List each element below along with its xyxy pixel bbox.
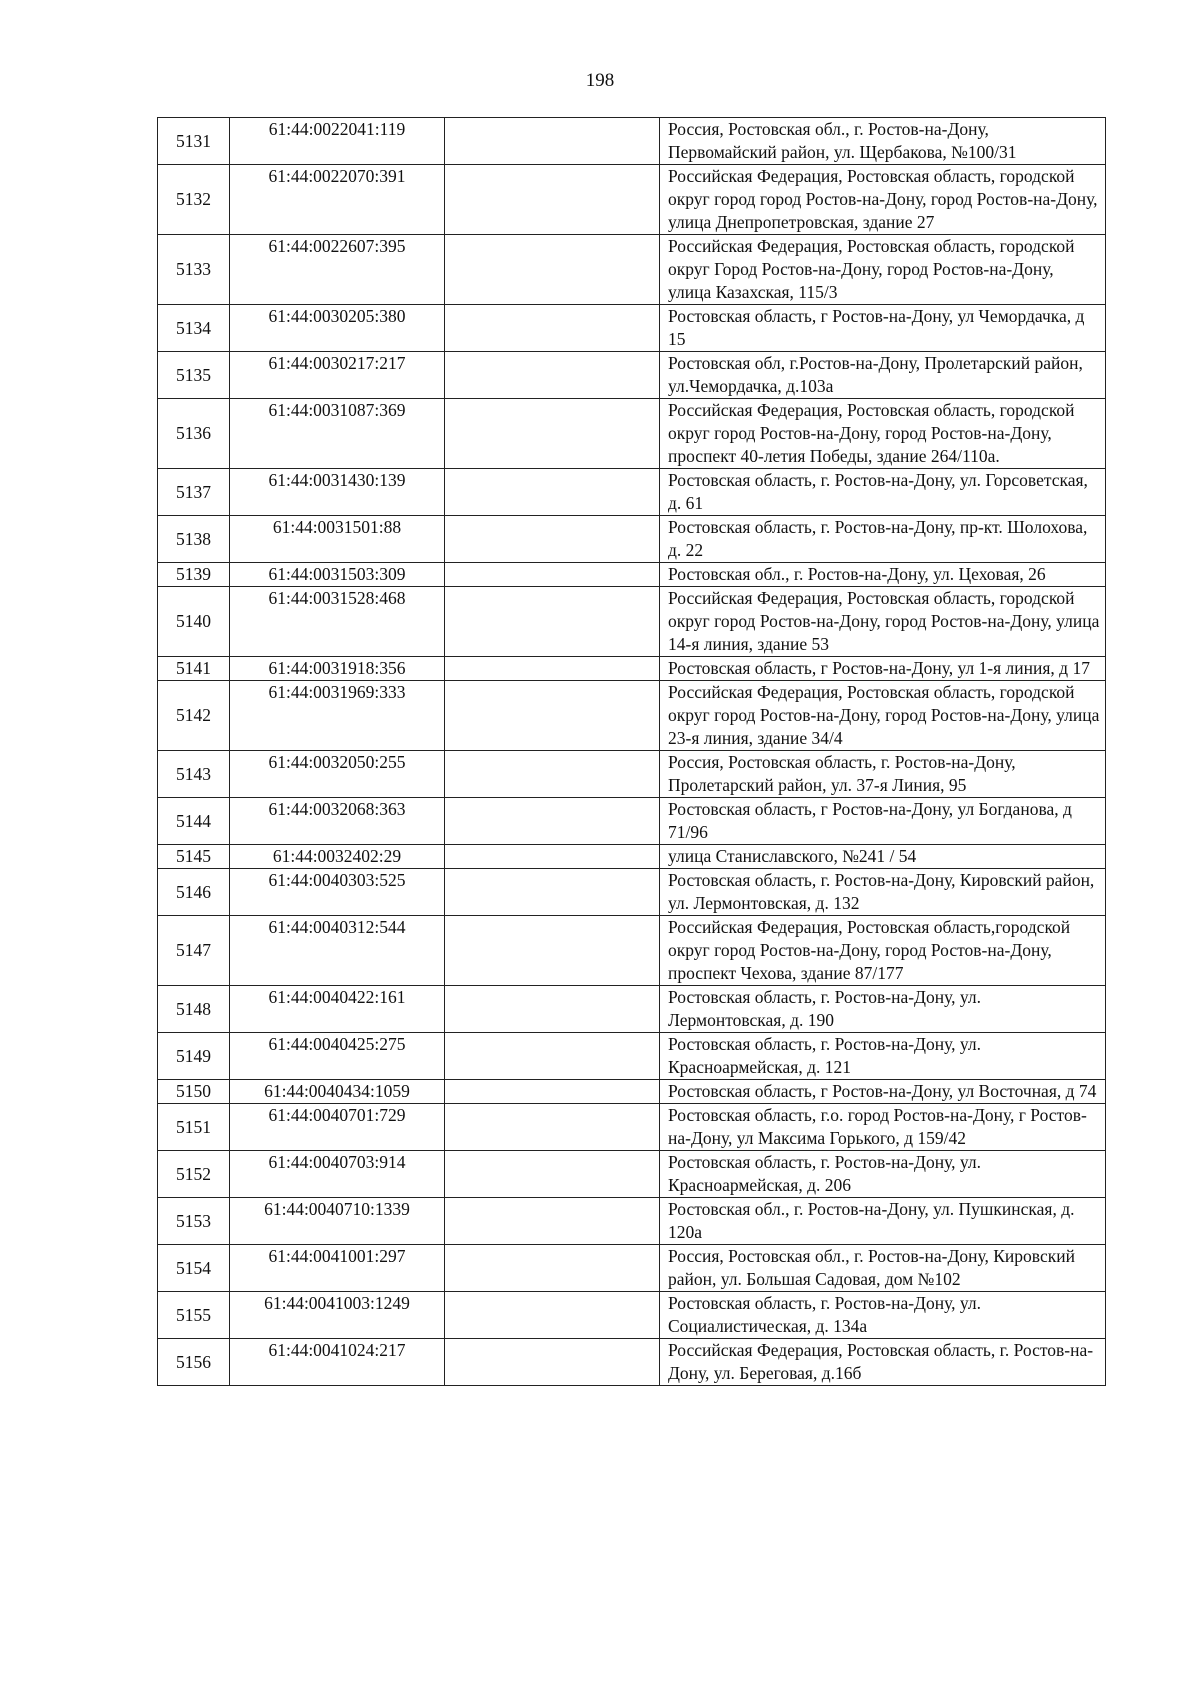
cadastral-number: 61:44:0032402:29: [230, 845, 445, 869]
cadastral-number: 61:44:0031503:309: [230, 563, 445, 587]
address-cell: Ростовская область, г Ростов-на-Дону, ул Восточная, д 74: [660, 1080, 1106, 1104]
empty-cell: [445, 681, 660, 751]
table-row: [158, 399, 1106, 469]
address-cell: Российская Федерация, Ростовская область, городской округ город Ростов-на-Дону, город Ростов-на-Дону, улица 23-я линия, здание 34/4: [660, 681, 1106, 751]
row-number: 5139: [158, 563, 230, 587]
empty-cell: [445, 516, 660, 563]
row-number: 5146: [158, 869, 230, 916]
address-cell: Ростовская область, г. Ростов-на-Дону, ул. Горсоветская, д. 61: [660, 469, 1106, 516]
address-cell: Ростовская обл, г.Ростов-на-Дону, Пролетарский район, ул.Чемордачка, д.103а: [660, 352, 1106, 399]
empty-cell: [445, 1292, 660, 1339]
table-row: [158, 563, 1106, 587]
row-number: 5143: [158, 751, 230, 798]
cadastral-number: 61:44:0041024:217: [230, 1339, 445, 1386]
table-row: [158, 118, 1106, 165]
cadastral-number: 61:44:0040303:525: [230, 869, 445, 916]
address-cell: Россия, Ростовская обл., г. Ростов-на-Дону, Первомайский район, ул. Щербакова, №100/31: [660, 118, 1106, 165]
address-cell: Ростовская область, г. Ростов-на-Дону, Кировский район, ул. Лермонтовская, д. 132: [660, 869, 1106, 916]
table-row: [158, 516, 1106, 563]
address-cell: Ростовская область, г Ростов-на-Дону, ул Богданова, д 71/96: [660, 798, 1106, 845]
cadastral-number: 61:44:0040434:1059: [230, 1080, 445, 1104]
address-cell: Ростовская обл., г. Ростов-на-Дону, ул. Пушкинская, д. 120а: [660, 1198, 1106, 1245]
row-number: 5138: [158, 516, 230, 563]
table-row: [158, 845, 1106, 869]
address-cell: Ростовская область, г Ростов-на-Дону, ул Чемордачка, д 15: [660, 305, 1106, 352]
empty-cell: [445, 165, 660, 235]
row-number: 5137: [158, 469, 230, 516]
cadastral-number: 61:44:0031087:369: [230, 399, 445, 469]
table-row: [158, 1033, 1106, 1080]
empty-cell: [445, 751, 660, 798]
row-number: 5145: [158, 845, 230, 869]
empty-cell: [445, 1198, 660, 1245]
table-row: [158, 1104, 1106, 1151]
row-number: 5134: [158, 305, 230, 352]
empty-cell: [445, 305, 660, 352]
cadastral-number: 61:44:0032068:363: [230, 798, 445, 845]
row-number: 5151: [158, 1104, 230, 1151]
address-cell: Ростовская область, г. Ростов-на-Дону, пр-кт. Шолохова, д. 22: [660, 516, 1106, 563]
table-row: [158, 1198, 1106, 1245]
row-number: 5148: [158, 986, 230, 1033]
address-cell: Ростовская область, г Ростов-на-Дону, ул 1-я линия, д 17: [660, 657, 1106, 681]
cadastral-number: 61:44:0031528:468: [230, 587, 445, 657]
table-row: [158, 916, 1106, 986]
empty-cell: [445, 1245, 660, 1292]
row-number: 5136: [158, 399, 230, 469]
table-row: [158, 235, 1106, 305]
row-number: 5141: [158, 657, 230, 681]
empty-cell: [445, 563, 660, 587]
cadastral-number: 61:44:0031969:333: [230, 681, 445, 751]
page-number: 198: [585, 70, 615, 91]
row-number: 5144: [158, 798, 230, 845]
cadastral-number: 61:44:0040710:1339: [230, 1198, 445, 1245]
empty-cell: [445, 986, 660, 1033]
row-number: 5131: [158, 118, 230, 165]
empty-cell: [445, 469, 660, 516]
empty-cell: [445, 1104, 660, 1151]
table-row: [158, 1080, 1106, 1104]
address-cell: Российская Федерация, Ростовская область, городской округ город Ростов-на-Дону, город Ростов-на-Дону, улица 14-я линия, здание 53: [660, 587, 1106, 657]
table-row: [158, 798, 1106, 845]
row-number: 5155: [158, 1292, 230, 1339]
registry-table: [157, 117, 1106, 1386]
table-row: [158, 657, 1106, 681]
table-row: [158, 986, 1106, 1033]
cadastral-number: 61:44:0031918:356: [230, 657, 445, 681]
empty-cell: [445, 1151, 660, 1198]
row-number: 5132: [158, 165, 230, 235]
address-cell: Ростовская область, г. Ростов-на-Дону, ул. Социалистическая, д. 134а: [660, 1292, 1106, 1339]
empty-cell: [445, 352, 660, 399]
empty-cell: [445, 587, 660, 657]
cadastral-number: 61:44:0041001:297: [230, 1245, 445, 1292]
row-number: 5150: [158, 1080, 230, 1104]
table-row: [158, 681, 1106, 751]
cadastral-number: 61:44:0022070:391: [230, 165, 445, 235]
empty-cell: [445, 1033, 660, 1080]
table-row: [158, 587, 1106, 657]
address-cell: Российская Федерация, Ростовская область,городской округ город Ростов-на-Дону, город Ростов-на-Дону, проспект Чехова, здание 87/177: [660, 916, 1106, 986]
cadastral-number: 61:44:0031501:88: [230, 516, 445, 563]
address-cell: Ростовская область, г. Ростов-на-Дону, ул. Лермонтовская, д. 190: [660, 986, 1106, 1033]
cadastral-number: 61:44:0040425:275: [230, 1033, 445, 1080]
empty-cell: [445, 869, 660, 916]
address-cell: Россия, Ростовская область, г. Ростов-на-Дону, Пролетарский район, ул. 37-я Линия, 95: [660, 751, 1106, 798]
empty-cell: [445, 399, 660, 469]
row-number: 5154: [158, 1245, 230, 1292]
row-number: 5142: [158, 681, 230, 751]
address-cell: улица Станиславского, №241 / 54: [660, 845, 1106, 869]
empty-cell: [445, 845, 660, 869]
row-number: 5149: [158, 1033, 230, 1080]
cadastral-number: 61:44:0040312:544: [230, 916, 445, 986]
row-number: 5133: [158, 235, 230, 305]
address-cell: Российская Федерация, Ростовская область, городской округ город город Ростов-на-Дону, город Ростов-на-Дону, улица Днепропетровская, здание 27: [660, 165, 1106, 235]
cadastral-number: 61:44:0022607:395: [230, 235, 445, 305]
address-cell: Российская Федерация, Ростовская область, городской округ Город Ростов-на-Дону, город Ростов-на-Дону, улица Казахская, 115/3: [660, 235, 1106, 305]
table-row: [158, 352, 1106, 399]
address-cell: Российская Федерация, Ростовская область, городской округ город Ростов-на-Дону, город Ростов-на-Дону, проспект 40-летия Победы, здание 264/110а.: [660, 399, 1106, 469]
empty-cell: [445, 118, 660, 165]
table-row: [158, 1292, 1106, 1339]
table-row: [158, 305, 1106, 352]
empty-cell: [445, 657, 660, 681]
empty-cell: [445, 1080, 660, 1104]
cadastral-number: 61:44:0030205:380: [230, 305, 445, 352]
row-number: 5140: [158, 587, 230, 657]
table-row: [158, 1245, 1106, 1292]
address-cell: Россия, Ростовская обл., г. Ростов-на-Дону, Кировский район, ул. Большая Садовая, дом №102: [660, 1245, 1106, 1292]
address-cell: Ростовская область, г.о. город Ростов-на-Дону, г Ростов-на-Дону, ул Максима Горького, д 159/42: [660, 1104, 1106, 1151]
cadastral-number: 61:44:0040703:914: [230, 1151, 445, 1198]
table-row: [158, 469, 1106, 516]
address-cell: Российская Федерация, Ростовская область, г. Ростов-на-Дону, ул. Береговая, д.16б: [660, 1339, 1106, 1386]
row-number: 5153: [158, 1198, 230, 1245]
address-cell: Ростовская область, г. Ростов-на-Дону, ул. Красноармейская, д. 121: [660, 1033, 1106, 1080]
table-row: [158, 869, 1106, 916]
empty-cell: [445, 916, 660, 986]
table-row: [158, 165, 1106, 235]
table-row: [158, 751, 1106, 798]
cadastral-number: 61:44:0031430:139: [230, 469, 445, 516]
table-body: [158, 118, 1106, 1386]
cadastral-number: 61:44:0030217:217: [230, 352, 445, 399]
empty-cell: [445, 798, 660, 845]
row-number: 5147: [158, 916, 230, 986]
address-cell: Ростовская область, г. Ростов-на-Дону, ул. Красноармейская, д. 206: [660, 1151, 1106, 1198]
cadastral-number: 61:44:0032050:255: [230, 751, 445, 798]
row-number: 5152: [158, 1151, 230, 1198]
address-cell: Ростовская обл., г. Ростов-на-Дону, ул. Цеховая, 26: [660, 563, 1106, 587]
row-number: 5156: [158, 1339, 230, 1386]
empty-cell: [445, 235, 660, 305]
cadastral-number: 61:44:0040701:729: [230, 1104, 445, 1151]
empty-cell: [445, 1339, 660, 1386]
cadastral-number: 61:44:0041003:1249: [230, 1292, 445, 1339]
table-row: [158, 1339, 1106, 1386]
cadastral-number: 61:44:0040422:161: [230, 986, 445, 1033]
row-number: 5135: [158, 352, 230, 399]
cadastral-number: 61:44:0022041:119: [230, 118, 445, 165]
table-row: [158, 1151, 1106, 1198]
